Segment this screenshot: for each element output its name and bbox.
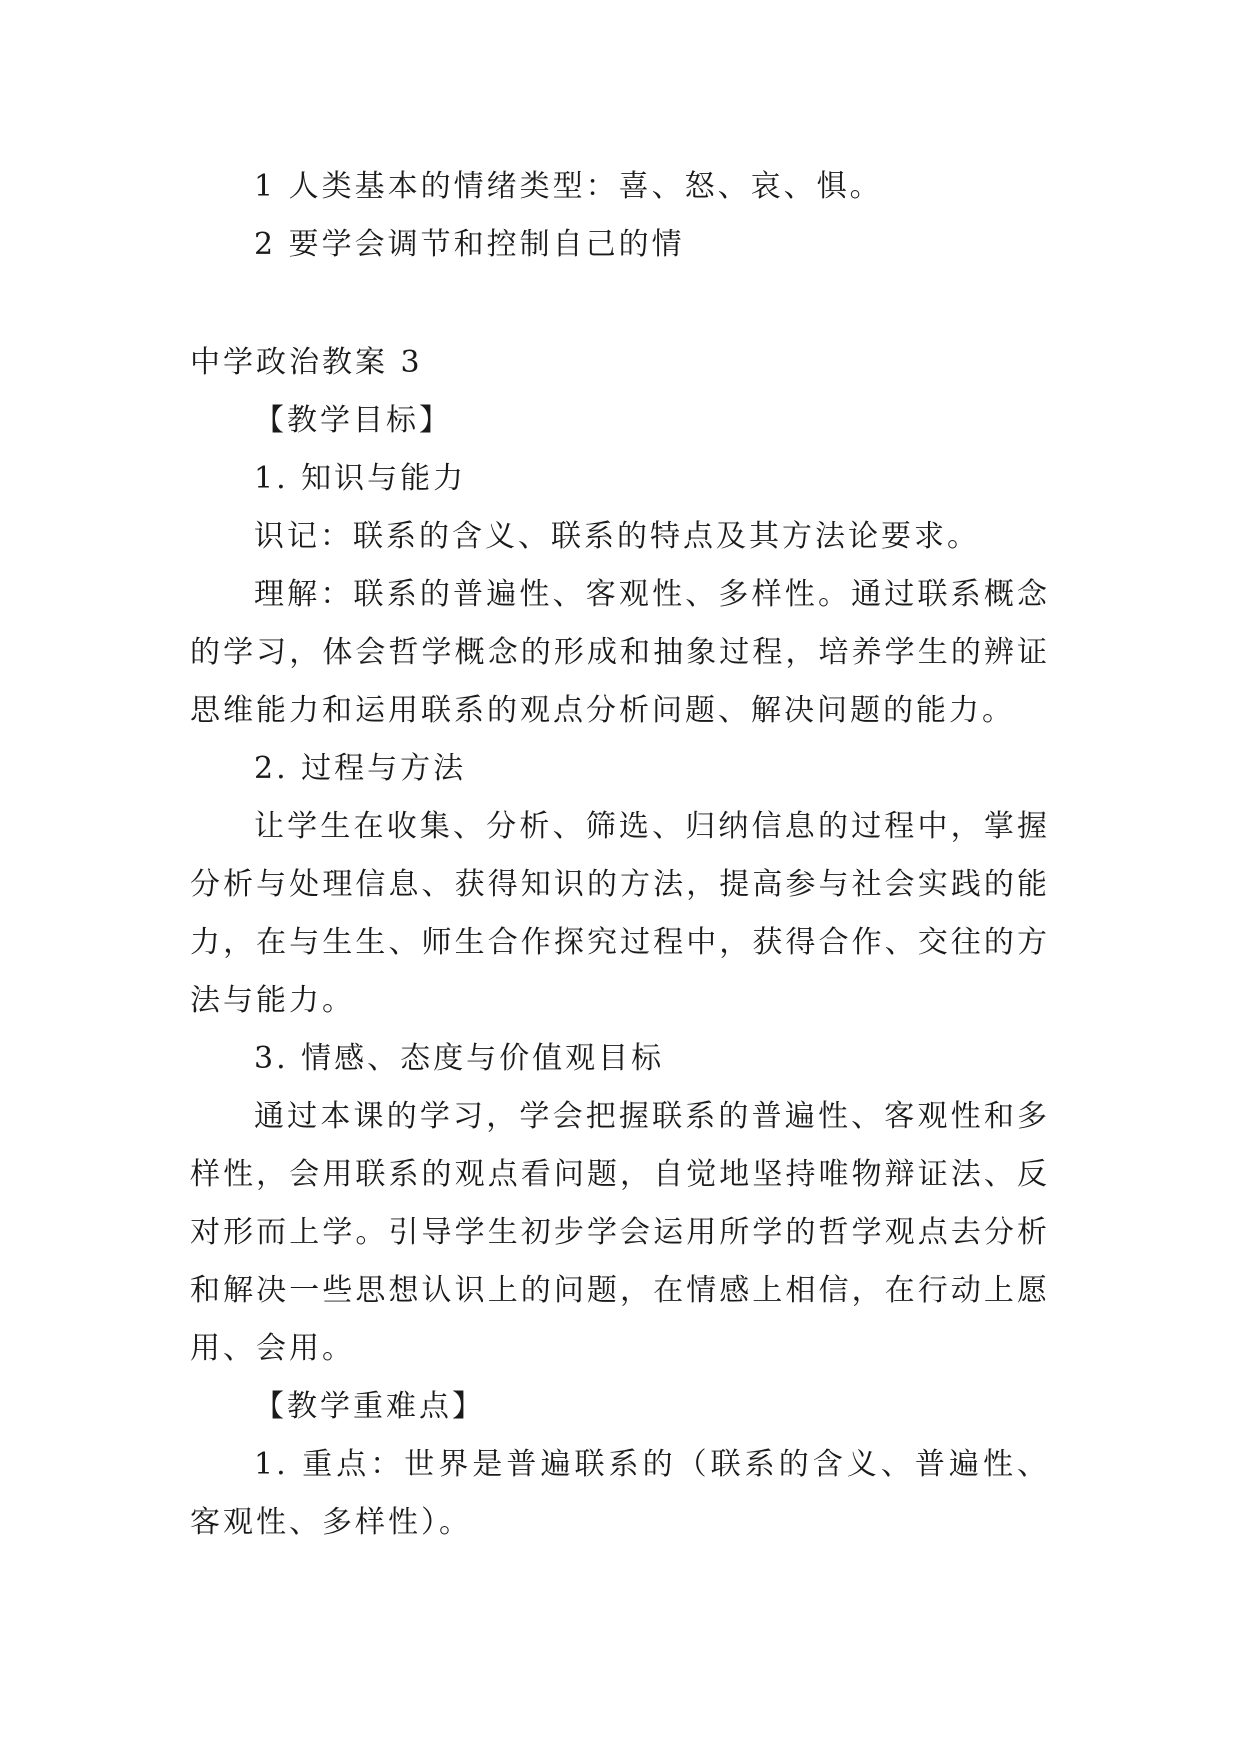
process-method-heading: 2. 过程与方法 [254, 751, 467, 786]
knowledge-ability-heading: 1. 知识与能力 [254, 461, 467, 496]
section-title: 中学政治教案 3 [190, 345, 423, 380]
document-body [190, 158, 1050, 1552]
key-point-paragraph: 1. 重点：世界是普遍联系的（联系的含义、普遍性、客观性、多样性）。 [190, 1447, 1050, 1540]
understand-paragraph: 理解：联系的普遍性、客观性、多样性。通过联系概念的学习，体会哲学概念的形成和抽象过程，培养学生的辨证思维能力和运用联系的观点分析问题、解决问题的能力。 [190, 577, 1050, 728]
process-method-paragraph: 让学生在收集、分析、筛选、归纳信息的过程中，掌握分析与处理信息、获得知识的方法，提高参与社会实践的能力，在与生生、师生合作探究过程中，获得合作、交往的方法与能力。 [190, 809, 1050, 1018]
section-gap [190, 274, 1050, 334]
emotion-types-line: 1 人类基本的情绪类型：喜、怒、哀、惧。 [254, 169, 883, 204]
emotion-values-paragraph: 通过本课的学习，学会把握联系的普遍性、客观性和多样性，会用联系的观点看问题，自觉地坚持唯物辩证法、反对形而上学。引导学生初步学会运用所学的哲学观点去分析和解决一些思想认识上的问题，在情感上相信，在行动上愿用、会用。 [190, 1099, 1050, 1366]
emotion-values-heading: 3. 情感、态度与价值观目标 [254, 1041, 665, 1076]
teaching-goals-heading: 【教学目标】 [254, 403, 452, 438]
memorize-paragraph: 识记：联系的含义、联系的特点及其方法论要求。 [254, 519, 980, 554]
key-difficult-points-heading: 【教学重难点】 [254, 1389, 485, 1424]
emotion-regulation-line: 2 要学会调节和控制自己的情 [254, 227, 685, 262]
